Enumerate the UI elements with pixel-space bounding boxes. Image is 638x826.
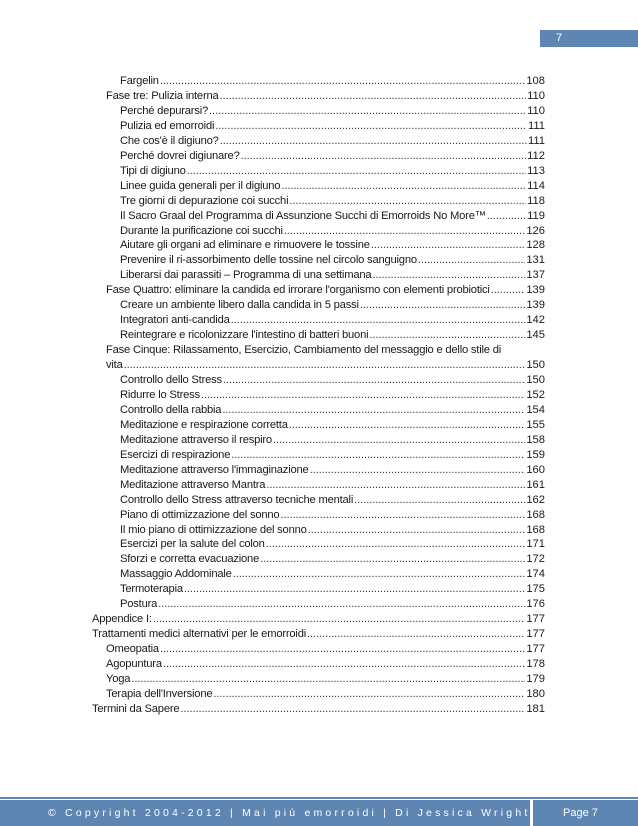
toc-entry-title: Controllo dello Stress attraverso tecniche mentali	[120, 493, 354, 506]
toc-leader-dots	[184, 582, 525, 596]
toc-entry-title: Fase tre: Pulizia interna	[106, 89, 219, 102]
toc-entry[interactable]	[120, 448, 545, 462]
toc-entry[interactable]	[106, 358, 545, 372]
toc-entry-title: Il Sacro Graal del Programma di Assunzione Succhi di Emorroids No More™	[120, 209, 486, 222]
toc-entry-title: Integratori anti-candida	[120, 314, 230, 327]
toc-entry[interactable]	[106, 642, 545, 656]
toc-entry-page: 114	[527, 179, 545, 192]
toc-entry[interactable]	[120, 552, 545, 566]
toc-leader-dots	[273, 433, 525, 447]
toc-leader-dots	[360, 298, 526, 312]
toc-entry-title: Pulizia ed emorroidi	[120, 119, 215, 132]
toc-entry-title: Termoterapia	[120, 583, 183, 596]
toc-entry[interactable]	[120, 433, 545, 447]
toc-entry-title: Ridurre lo Stress	[120, 388, 200, 401]
toc-entry-title: Perché dovrei digiunare?	[120, 149, 240, 162]
toc-entry[interactable]	[120, 418, 545, 432]
toc-entry[interactable]	[120, 194, 545, 208]
toc-entry-page: 179	[526, 673, 545, 685]
toc-entry-page: 161	[526, 478, 545, 491]
toc-entry[interactable]	[120, 597, 545, 611]
toc-entry-page: 154	[526, 403, 545, 416]
toc-leader-dots	[307, 627, 525, 641]
toc-leader-dots	[284, 224, 526, 238]
toc-entry-page: 181	[526, 702, 545, 715]
footer-divider	[0, 797, 638, 799]
toc-entry-page: 139	[526, 284, 545, 297]
toc-entry-page: 175	[526, 583, 545, 596]
toc-leader-dots	[369, 328, 525, 342]
toc-leader-dots	[158, 597, 525, 611]
footer-copyright: © Copyright 2004-2012 | Mai più emorroidi | Di Jessica Wright	[0, 800, 530, 826]
toc-entry-title: Aiutare gli organi ad eliminare e rimuovere le tossine	[120, 239, 370, 252]
toc-leader-dots	[213, 687, 525, 701]
toc-leader-dots	[233, 567, 526, 581]
toc-entry[interactable]	[120, 268, 545, 282]
toc-leader-dots	[372, 268, 525, 282]
toc-entry-page: 110	[527, 104, 545, 117]
toc-entry-page: 110	[527, 89, 545, 102]
toc-entry-page: 150	[526, 374, 545, 386]
toc-entry[interactable]	[92, 627, 545, 641]
toc-leader-dots	[215, 119, 527, 133]
toc-entry-title: Che cos'è il digiuno?	[120, 134, 219, 147]
toc-entry-title: Il mio piano di ottimizzazione del sonno	[120, 523, 307, 536]
toc-entry-page: 172	[526, 553, 545, 566]
toc-entry-page: 112	[527, 149, 545, 162]
toc-entry-page: 137	[526, 269, 545, 282]
toc-entry-title: Massaggio Addominale	[120, 568, 232, 581]
toc-entry-page: 174	[526, 568, 545, 581]
toc-entry-title: Omeopatia	[106, 643, 159, 656]
toc-entry[interactable]	[120, 388, 545, 402]
toc-entry[interactable]	[120, 373, 545, 387]
toc-entry-title: Sforzi e corretta evacuazione	[120, 553, 260, 566]
toc-leader-dots	[231, 313, 526, 327]
toc-entry-title: Tre giorni di depurazione coi succhi	[120, 194, 289, 207]
toc-leader-dots	[124, 358, 526, 372]
toc-leader-dots	[187, 164, 527, 178]
toc-entry-page: 155	[526, 418, 545, 431]
toc-entry-title: Fase Cinque: Rilassamento, Esercizio, Cambiamento del messaggio e dello stile di	[106, 344, 502, 357]
toc-entry-page: 111	[527, 119, 545, 132]
toc-entry-title: Fargelin	[120, 75, 159, 87]
toc-entry-title: Meditazione attraverso l'immaginazione	[120, 463, 309, 476]
toc-leader-dots	[180, 702, 525, 716]
toc-leader-dots	[201, 388, 525, 402]
toc-entry-page: 177	[526, 643, 545, 656]
toc-entry[interactable]	[120, 253, 545, 267]
toc-entry-page: 150	[526, 359, 545, 372]
toc-leader-dots	[131, 672, 525, 686]
toc-entry-page: 152	[526, 388, 545, 401]
toc-entry[interactable]	[120, 567, 545, 581]
toc-entry[interactable]	[120, 493, 545, 507]
toc-entry-title: Fase Quattro: eliminare la candida ed irrorare l'organismo con elementi probiotici	[106, 284, 490, 297]
toc-entry[interactable]	[120, 224, 545, 238]
toc-entry-page: 108	[526, 75, 545, 87]
toc-entry-page: 139	[526, 299, 545, 312]
toc-entry-page: 177	[526, 628, 545, 641]
toc-entry[interactable]	[106, 343, 545, 357]
toc-entry-title: Reintegrare e ricolonizzare l'intestino di batteri buoni	[120, 329, 369, 342]
toc-entry[interactable]	[106, 89, 545, 103]
toc-entry-title: Tipi di digiuno	[120, 164, 186, 177]
toc-entry[interactable]	[120, 164, 545, 178]
toc-leader-dots	[487, 209, 526, 223]
toc-entry-page: 158	[526, 433, 545, 446]
toc-leader-dots	[241, 149, 527, 163]
toc-entry-page: 176	[526, 598, 545, 611]
toc-leader-dots	[289, 418, 526, 432]
toc-entry-title: Controllo dello Stress	[120, 374, 222, 386]
toc-entry[interactable]	[120, 582, 545, 596]
toc-leader-dots	[310, 463, 526, 477]
toc-leader-dots	[491, 283, 526, 297]
toc-entry-page: 160	[526, 463, 545, 476]
toc-entry-page: 126	[526, 224, 545, 237]
toc-leader-dots	[308, 523, 526, 537]
toc-entry-page: 111	[527, 134, 545, 147]
toc-entry-title: Trattamenti medici alternativi per le emorroidi	[92, 628, 307, 641]
toc-leader-dots	[266, 537, 526, 551]
toc-entry-page: 128	[526, 239, 545, 252]
toc-entry-title: Meditazione e respirazione corretta	[120, 418, 288, 431]
toc-entry[interactable]	[120, 537, 545, 551]
toc-entry-title: Agopuntura	[106, 658, 162, 671]
toc-leader-dots	[160, 74, 526, 88]
toc-entry-page: 168	[526, 523, 545, 536]
toc-leader-dots	[220, 89, 527, 103]
toc-entry[interactable]	[92, 612, 545, 626]
toc-entry[interactable]	[120, 134, 545, 148]
toc-entry[interactable]	[92, 702, 545, 716]
header-page-number: 7	[540, 30, 638, 47]
toc-entry-page: 162	[526, 493, 545, 506]
toc-entry-title: Durante la purificazione coi succhi	[120, 224, 283, 237]
toc-entry[interactable]	[120, 328, 545, 342]
toc-entry-title: Piano di ottimizzazione del sonno	[120, 508, 280, 521]
footer-page-label: Page 7	[533, 800, 638, 826]
toc-entry-page: 118	[527, 194, 545, 207]
toc-entry[interactable]	[120, 119, 545, 133]
toc-entry-page: 145	[526, 329, 545, 342]
toc-entry-page: 180	[526, 687, 545, 700]
toc-entry-title: Terapia dell'Inversione	[106, 687, 213, 700]
toc-entry-page: 171	[526, 538, 545, 551]
toc-leader-dots	[289, 194, 526, 208]
toc-leader-dots	[280, 508, 525, 522]
toc-leader-dots	[260, 552, 525, 566]
toc-entry[interactable]	[106, 283, 545, 297]
toc-entry[interactable]	[106, 672, 545, 686]
toc-leader-dots	[281, 179, 526, 193]
toc-entry[interactable]	[120, 523, 545, 537]
toc-entry-page: 119	[527, 209, 545, 222]
toc-entry-title: vita	[106, 359, 123, 372]
toc-entry[interactable]	[120, 74, 545, 88]
toc-leader-dots	[222, 403, 525, 417]
toc-leader-dots	[231, 448, 525, 462]
toc-entry-title: Esercizi per la salute del colon	[120, 538, 265, 551]
toc-entry[interactable]	[120, 313, 545, 327]
toc-entry-title: Yoga	[106, 673, 131, 685]
toc-entry[interactable]	[120, 149, 545, 163]
toc-entry-title: Appendice I:	[92, 613, 152, 626]
toc-leader-dots	[418, 253, 525, 267]
toc-leader-dots	[266, 478, 525, 492]
toc-leader-dots	[371, 238, 526, 252]
toc-leader-dots	[209, 104, 526, 118]
toc-entry[interactable]	[120, 403, 545, 417]
toc-entry-title: Perché depurarsi?	[120, 104, 209, 117]
toc-entry-title: Creare un ambiente libero dalla candida in 5 passi	[120, 299, 359, 312]
toc-entry-page: 178	[526, 658, 545, 671]
toc-entry-page: 159	[526, 448, 545, 461]
toc-entry-page: 131	[526, 254, 545, 267]
toc-entry-title: Liberarsi dai parassiti – Programma di una settimana	[120, 269, 372, 282]
toc-entry[interactable]	[106, 687, 545, 701]
toc-leader-dots	[354, 493, 525, 507]
toc-entry[interactable]	[120, 298, 545, 312]
toc-entry[interactable]	[120, 463, 545, 477]
toc-entry-title: Esercizi di respirazione	[120, 448, 231, 461]
toc-entry-title: Linee guida generali per il digiuno	[120, 179, 281, 192]
toc-entry-page: 177	[526, 613, 545, 626]
toc-entry[interactable]	[120, 478, 545, 492]
toc-entry[interactable]	[120, 238, 545, 252]
toc-entry-title: Meditazione attraverso il respiro	[120, 433, 272, 446]
toc-leader-dots	[220, 134, 527, 148]
toc-entry-title: Termini da Sapere	[92, 702, 180, 715]
toc-entry-title: Meditazione attraverso Mantra	[120, 478, 266, 491]
toc-entry[interactable]	[120, 508, 545, 522]
toc-leader-dots	[223, 373, 525, 387]
toc-entry-title: Prevenire il ri-assorbimento delle tossine nel circolo sanguigno	[120, 254, 417, 267]
toc-leader-dots	[163, 657, 525, 671]
toc-leader-dots	[160, 642, 525, 656]
toc-entry-title: Controllo della rabbia	[120, 403, 222, 416]
toc-entry-page: 142	[526, 314, 545, 327]
toc-entry-title: Postura	[120, 598, 158, 611]
toc-entry[interactable]	[106, 657, 545, 671]
toc-entry-page: 113	[527, 164, 545, 177]
toc-entry[interactable]	[120, 104, 545, 118]
toc-entry[interactable]	[120, 179, 545, 193]
toc-entry-page: 168	[526, 508, 545, 521]
toc-leader-dots	[153, 612, 526, 626]
toc-entry[interactable]	[120, 209, 545, 223]
